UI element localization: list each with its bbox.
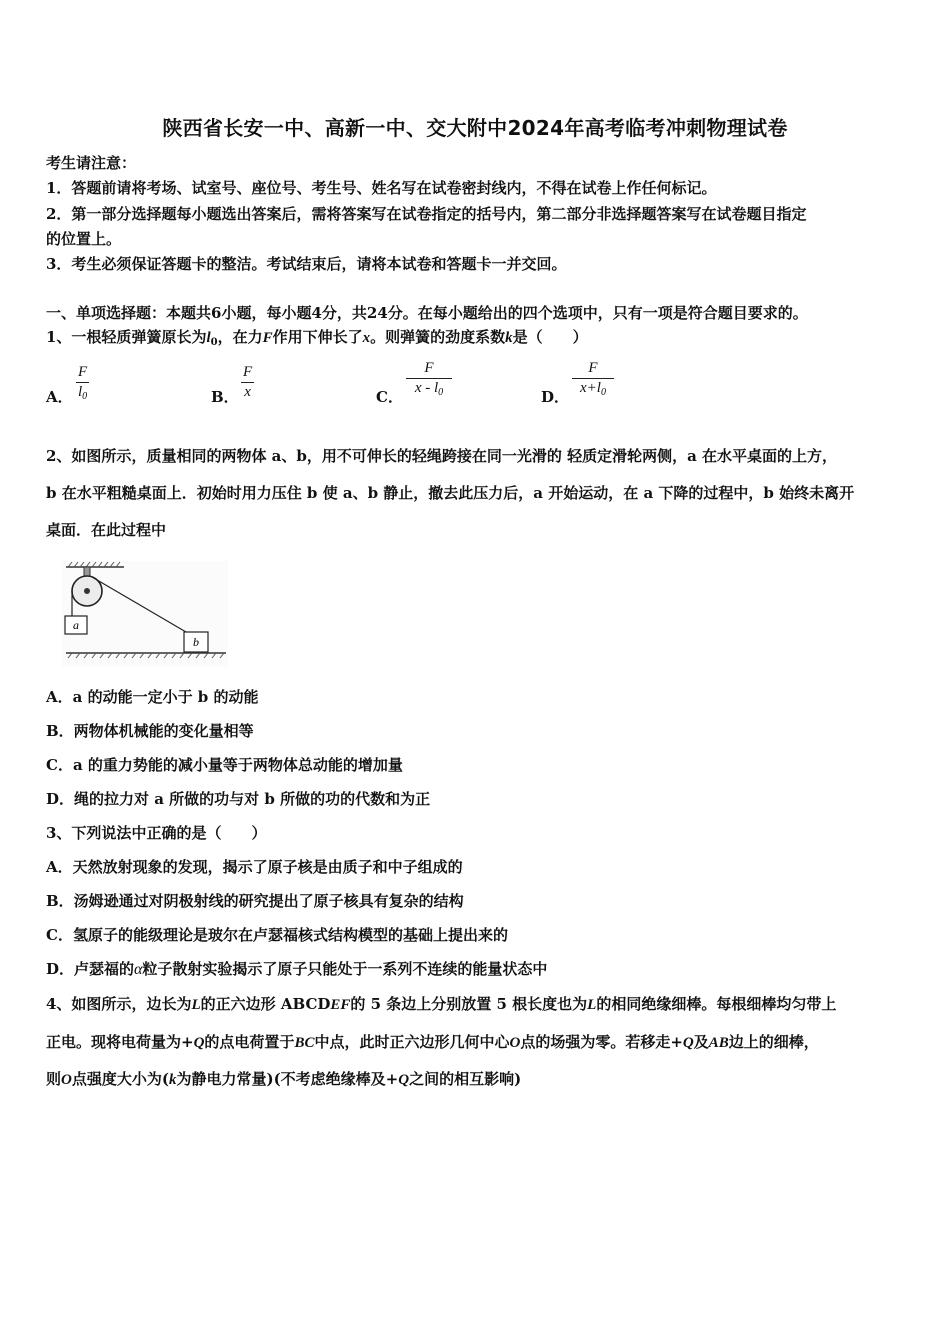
q1-option-c-fraction: $\frac{F}{x - l_0}$ bbox=[406, 360, 452, 398]
notice-item: 的位置上。 bbox=[46, 230, 122, 248]
pulley-diagram bbox=[62, 561, 228, 667]
notice-item: 1．答题前请将考场、试室号、座位号、考生号、姓名写在试卷密封线内，不得在试卷上作任何标记。 bbox=[46, 179, 717, 197]
notice-item: 2．第一部分选择题每小题选出答案后，需将答案写在试卷指定的括号内，第二部分非选择题答案写在试卷题目指定 bbox=[46, 205, 807, 223]
q1-option-a-fraction: $\frac{F}{l_0}$ bbox=[78, 364, 88, 402]
notice-heading: 考生请注意： bbox=[46, 154, 137, 172]
question-2-stem: 2、如图所示，质量相同的两物体 a、b，用不可伸长的轻绳跨接在同一光滑的 轻质定滑轮两侧，a 在水平桌面的上方， bbox=[46, 447, 838, 465]
q3-option-d: D．卢瑟福的α粒子散射实验揭示了原子只能处于一系列不连续的能量状态中 bbox=[46, 960, 548, 978]
page-title: 陕西省长安一中、高新一中、交大附中2024年高考临考冲刺物理试卷 bbox=[162, 116, 788, 140]
question-3-stem: 3、下列说法中正确的是（ ） bbox=[46, 824, 267, 842]
question-2-stem: 桌面．在此过程中 bbox=[46, 521, 167, 539]
question-1-stem: 1、一根轻质弹簧原长为$l_0$，在力F作用下伸长了x。则弹簧的劲度系数k是（ ） bbox=[46, 328, 588, 348]
svg-text:b: b bbox=[193, 635, 199, 649]
svg-text:a: a bbox=[73, 618, 79, 632]
q1-option-d-fraction: $\frac{F}{x+l_0}$ bbox=[572, 360, 614, 398]
q1-option-a-label: A． bbox=[46, 388, 73, 406]
q1-option-b-fraction: $\frac{F}{x}$ bbox=[243, 364, 253, 400]
q3-option-c: C．氢原子的能级理论是玻尔在卢瑟福核式结构模型的基础上提出来的 bbox=[46, 926, 508, 944]
q1-option-b-label: B． bbox=[211, 388, 239, 406]
question-2-stem: b 在水平粗糙桌面上．初始时用力压住 b 使 a、b 静止，撤去此压力后，a 开始运动，在 a 下降的过程中，b 始终未离开 bbox=[46, 484, 855, 502]
q2-option-c: C．a 的重力势能的减小量等于两物体总动能的增加量 bbox=[46, 756, 403, 774]
q3-option-a: A．天然放射现象的发现，揭示了原子核是由质子和中子组成的 bbox=[46, 858, 463, 876]
q2-option-b: B．两物体机械能的变化量相等 bbox=[46, 722, 254, 740]
section-heading: 一、单项选择题：本题共6小题，每小题4分，共24分。在每小题给出的四个选项中，只有一项是符合题目要求的。 bbox=[46, 304, 808, 322]
question-4-stem: 4、如图所示，边长为L的正六边形 ABCDEF的 5 条边上分别放置 5 根长度也为L的相同绝缘细棒。每根细棒均匀带上 bbox=[46, 995, 837, 1013]
question-4-stem: 正电。现将电荷量为+Q的点电荷置于BC中点，此时正六边形几何中心O点的场强为零。若移走+Q及AB边上的细棒， bbox=[46, 1033, 819, 1051]
q3-option-b: B．汤姆逊通过对阴极射线的研究提出了原子核具有复杂的结构 bbox=[46, 892, 464, 910]
notice-item: 3．考生必须保证答题卡的整洁。考试结束后，请将本试卷和答题卡一并交回。 bbox=[46, 255, 567, 273]
q2-option-a: A．a 的动能一定小于 b 的动能 bbox=[46, 688, 259, 706]
q1-option-d-label: D． bbox=[541, 388, 570, 406]
q2-option-d: D．绳的拉力对 a 所做的功与对 b 所做的功的代数和为正 bbox=[46, 790, 431, 808]
question-4-stem: 则O点强度大小为(k为静电力常量)(不考虑绝缘棒及+Q之间的相互影响) bbox=[46, 1070, 522, 1088]
q1-option-c-label: C． bbox=[376, 388, 403, 406]
